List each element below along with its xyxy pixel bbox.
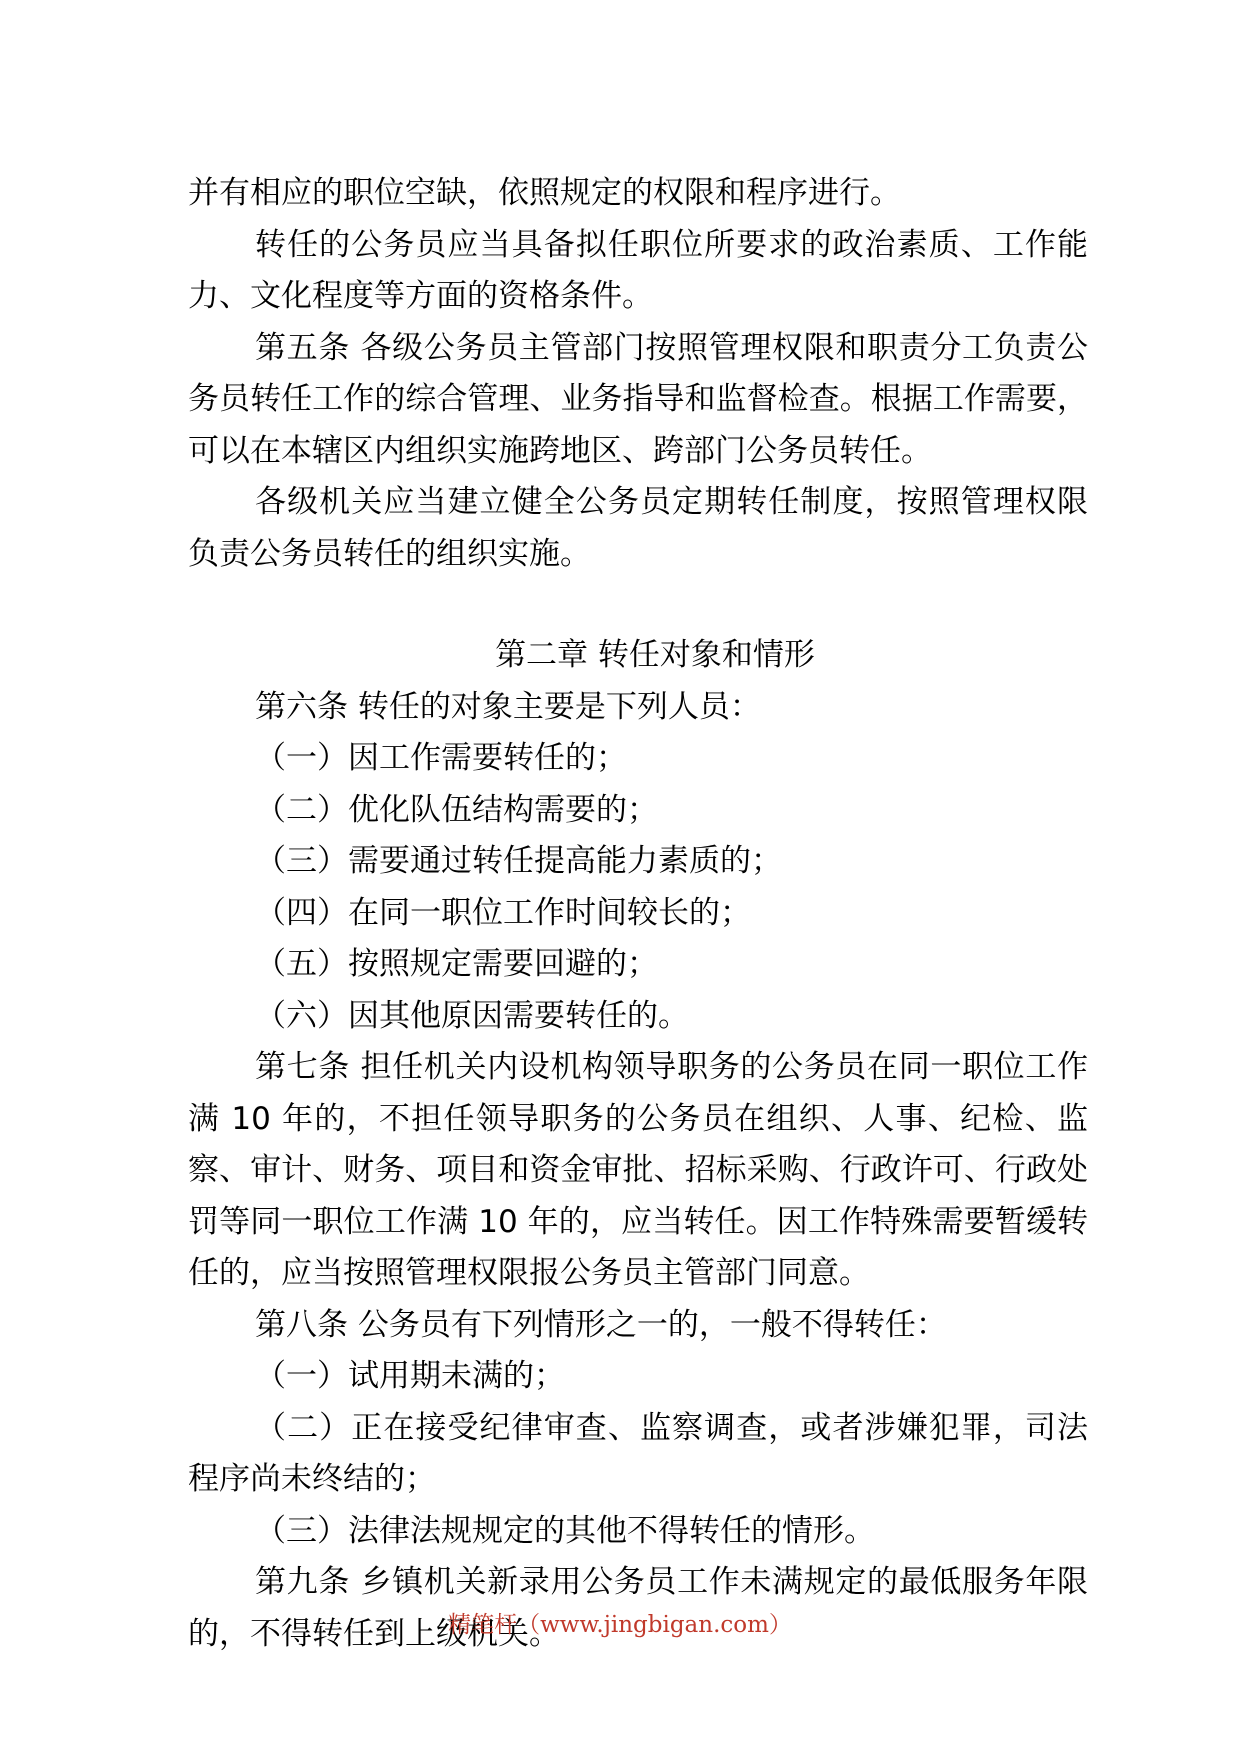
paragraph-regular-transfer: 各级机关应当建立健全公务员定期转任制度，按照管理权限负责公务员转任的组织实施。 — [188, 484, 1088, 572]
article-6-item: （一）因工作需要转任的； — [255, 740, 627, 776]
article-9: 第九条 乡镇机关新录用公务员工作未满规定的最低服务年限的，不得转任到上级机关。 — [188, 1564, 1088, 1652]
chapter-title: 第二章 转任对象和情形 — [495, 637, 815, 673]
paragraph-continuation: 并有相应的职位空缺，依照规定的权限和程序进行。 — [188, 175, 901, 211]
article-6-item: （五）按照规定需要回避的； — [255, 946, 658, 982]
article-8-item: （二）正在接受纪律审查、监察调查，或者涉嫌犯罪，司法程序尚未终结的； — [188, 1409, 1088, 1497]
article-6-item: （六）因其他原因需要转任的。 — [255, 997, 689, 1034]
article-7: 第七条 担任机关内设机构领导职务的公务员在同一职位工作满 10 年的，不担任领导职务的公务员在组织、人事、纪检、监察、审计、财务、项目和资金审批、招标采购、行政许可、行政处罚等同一职位工作满 10 年的，应当转任。因工作特殊需要暂缓转任的，应当按照管理权限报公务员主管部门同意。 — [188, 1049, 1088, 1291]
document-body — [188, 168, 1088, 1660]
paragraph-qualification: 转任的公务员应当具备拟任职位所要求的政治素质、工作能力、文化程度等方面的资格条件。 — [188, 226, 1088, 314]
article-8-item: （三）法律法规规定的其他不得转任的情形。 — [255, 1512, 875, 1549]
article-8-heading: 第八条 公务员有下列情形之一的，一般不得转任： — [255, 1306, 947, 1343]
article-5: 第五条 各级公务员主管部门按照管理权限和职责分工负责公务员转任工作的综合管理、业务指导和监督检查。根据工作需要，可以在本辖区内组织实施跨地区、跨部门公务员转任。 — [188, 329, 1088, 469]
footer-watermark: 精笔杆（www.jingbigan.com） — [448, 1612, 792, 1638]
article-6-heading: 第六条 转任的对象主要是下列人员： — [255, 688, 761, 725]
article-6-item: （三）需要通过转任提高能力素质的； — [255, 843, 782, 879]
article-8-item: （一）试用期未满的； — [255, 1358, 565, 1394]
article-6-item: （四）在同一职位工作时间较长的； — [255, 894, 751, 931]
article-6-item: （二）优化队伍结构需要的； — [255, 791, 658, 828]
